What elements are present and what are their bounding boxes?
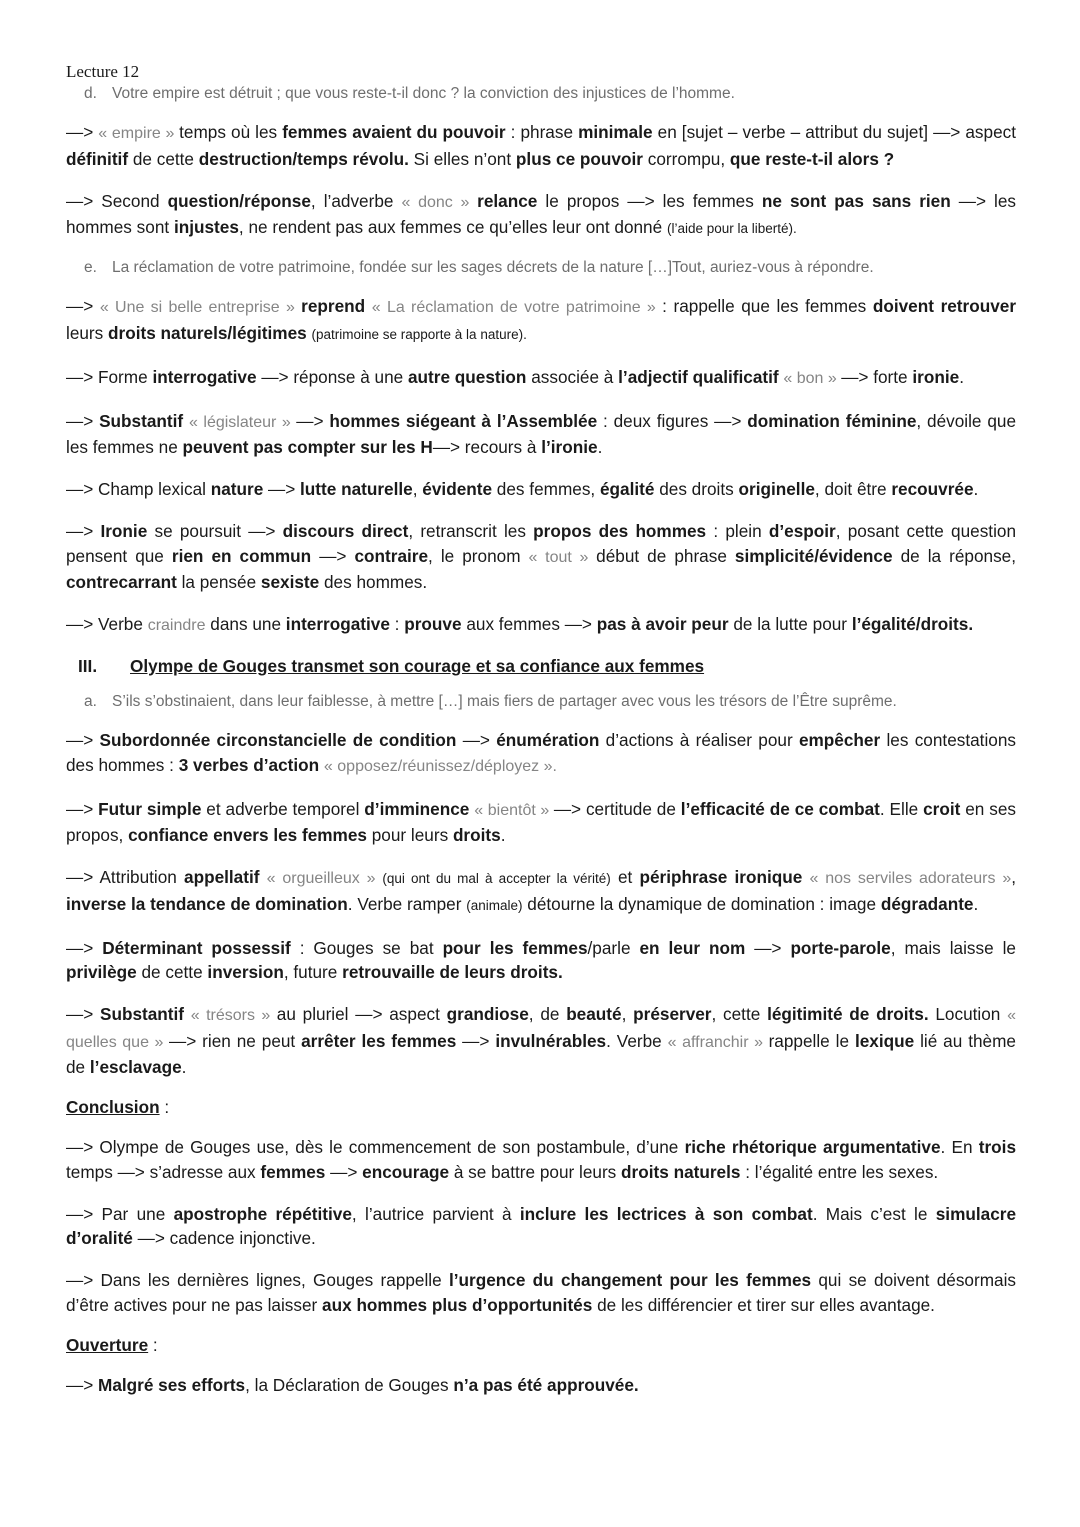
text-run: associée à (526, 366, 619, 387)
text-run: de cette (128, 148, 199, 169)
text-run: , posant cette question pensent que (66, 521, 1017, 566)
text-run: se poursuit —> (147, 521, 283, 541)
text-run: corrompu, (642, 148, 730, 169)
text-run: —> (66, 1374, 98, 1395)
text-run: , (412, 479, 423, 499)
text-run: aux femmes —> (461, 614, 597, 634)
bold-text: n’a pas été approuvée. (453, 1374, 639, 1395)
bold-text: droits naturels (621, 1161, 741, 1182)
ouverture-suffix: : (148, 1334, 158, 1355)
small-note: (qui ont du mal à accepter la vérité) (382, 871, 611, 886)
small-note: (patrimoine se rapporte à la nature). (311, 326, 527, 342)
bold-text: pas à avoir peur (596, 614, 729, 634)
text-run: . Mais c’est le (812, 1203, 936, 1224)
text-run: des femmes, (492, 479, 600, 499)
bold-text: invulnérables (495, 1030, 607, 1051)
text-run: —> (456, 1030, 496, 1051)
bold-text: question/réponse (167, 190, 311, 211)
bold-text: encourage (362, 1161, 450, 1182)
bold-text: Futur simple (98, 798, 202, 819)
bold-text: riche rhétorique argumentative (684, 1137, 941, 1157)
bold-text: dégradante (880, 893, 974, 914)
bold-text: l’urgence du changement pour les femmes (448, 1270, 812, 1290)
text-run: —> forte (841, 366, 913, 387)
paragraph (66, 1373, 1016, 1398)
text-run: , retranscrit les (408, 521, 534, 541)
text-run: —> certitude de (553, 798, 681, 819)
bold-text: apostrophe répétitive (173, 1203, 352, 1224)
bold-text: l’efficacité de ce combat (680, 798, 880, 819)
text-run: , doit être (814, 479, 892, 499)
text-run: et adverbe temporel (201, 798, 365, 819)
bold-text: sexiste (260, 572, 320, 592)
bold-text: définitif (66, 148, 129, 169)
bold-text: énumération (496, 730, 600, 750)
section-title: Olympe de Gouges transmet son courage et sa confiance aux femmes (130, 656, 705, 676)
text-run: —> (66, 798, 99, 819)
document-page (66, 62, 1016, 1415)
bold-text: contrecarrant (66, 572, 177, 592)
text-run: , mais laisse le (890, 937, 1016, 958)
text-run: —> (325, 1161, 363, 1182)
text-run: . (500, 825, 506, 845)
text-run: , (1011, 867, 1016, 887)
bold-text: originelle (738, 479, 815, 499)
text-run: —> cadence injonctive. (132, 1228, 316, 1248)
bold-text: 3 verbes d’action (178, 754, 320, 775)
text-run: , le pronom (428, 545, 529, 566)
text-run: de la réponse, (892, 545, 1017, 566)
bold-text: reprend (301, 296, 366, 316)
bold-text: femmes (260, 1161, 326, 1182)
paragraph (66, 1002, 1016, 1080)
bold-text: minimale (578, 122, 653, 142)
bold-text: grandiose (446, 1004, 529, 1024)
text-run: : plein (706, 521, 769, 541)
paragraph (66, 120, 1016, 171)
quoted-text: « trésors » (190, 1007, 277, 1024)
quoted-text: « empire » (98, 125, 180, 142)
paragraph (66, 519, 1016, 595)
paragraph (66, 189, 1016, 242)
text-run (365, 296, 372, 316)
bold-text: en leur nom (639, 937, 746, 958)
conclusion-heading (66, 1097, 1016, 1118)
text-run: d’actions à réaliser pour (599, 730, 799, 750)
bold-text: interrogative (152, 366, 257, 387)
text-run: —> (66, 1004, 100, 1024)
text-run: —> Verbe (66, 614, 148, 634)
bold-text: inversion (207, 962, 284, 982)
quoted-text: « tout » (528, 548, 597, 566)
text-run: —> (66, 122, 99, 142)
text-run: : l’égalité entre les sexes. (740, 1161, 939, 1182)
text-run: : Gouges se bat (290, 937, 443, 958)
quoted-text: « bon » (783, 369, 842, 387)
text-run: , la Déclaration de Gouges (245, 1374, 454, 1395)
quoted-text: craindre (147, 617, 206, 634)
bold-text: recouvrée (891, 479, 974, 499)
text-run: en ses propos, (66, 798, 1017, 845)
bold-text: l’esclavage (89, 1057, 182, 1077)
conclusion-suffix: : (159, 1097, 170, 1117)
section-heading (66, 656, 1016, 677)
text-run: —> (66, 730, 100, 750)
text-run: : deux figures —> (597, 410, 748, 431)
text-run: et (610, 867, 640, 887)
bold-text: d’espoir (768, 521, 836, 541)
bold-text: l’adjectif qualificatif (618, 366, 779, 387)
text-run: —> Olympe de Gouges use, dès le commencement de son postambule, d’une (66, 1137, 685, 1157)
text-run: —> Par une (66, 1203, 174, 1224)
text-run: des hommes. (319, 572, 428, 592)
bold-text: ironie (912, 366, 960, 387)
text-run: /parle (587, 937, 640, 958)
bold-text: Ironie (100, 521, 148, 541)
bold-text: discours direct (282, 521, 409, 541)
bold-text: lexique (854, 1030, 915, 1051)
text-run: —> Second (66, 190, 168, 211)
bold-text: relance (477, 190, 538, 211)
ouverture-heading (66, 1335, 1016, 1356)
bold-text: beauté (566, 1004, 622, 1024)
bold-text: périphrase ironique (639, 867, 803, 887)
text-run: —> recours à (432, 437, 542, 457)
bold-text: pour les femmes (442, 937, 588, 958)
quoted-text: « bientôt » (474, 801, 554, 819)
text-run: de les différencier et tirer sur elles avantage. (592, 1294, 935, 1315)
quoted-text: « nos serviles adorateurs » (809, 870, 1012, 887)
quoted-text: « donc » (401, 193, 478, 211)
text-run: . Verbe (606, 1030, 668, 1051)
text-run: , (621, 1004, 634, 1024)
bold-text: croit (923, 798, 961, 819)
text-run: rappelle le (768, 1030, 855, 1051)
bold-text: injustes (173, 217, 239, 237)
bold-text: simplicité/évidence (734, 545, 893, 566)
text-run: pour leurs (366, 825, 453, 845)
quoted-text: « La réclamation de votre patrimoine » (371, 299, 663, 316)
paragraph (66, 409, 1016, 460)
text-run: la pensée (176, 572, 261, 592)
bold-text: droits (452, 825, 501, 845)
quoted-text: « affranchir » (667, 1033, 769, 1051)
text-run: . (181, 1057, 187, 1077)
bold-text: interrogative (285, 614, 390, 634)
text-run: —> Champ lexical (66, 479, 211, 499)
bold-text: retrouvaille de leurs droits. (342, 962, 563, 982)
bold-text: préserver (633, 1004, 712, 1024)
text-run: détourne la dynamique de domination : image (522, 893, 881, 914)
bold-text: l’ironie (541, 437, 598, 457)
bold-text: lutte naturelle (300, 479, 413, 499)
text-run: dans une (205, 614, 286, 634)
text-run: . (973, 893, 979, 914)
bold-text: rien en commun (171, 545, 312, 566)
text-run: : rappelle que les femmes (662, 296, 873, 316)
quote-text: S’ils s’obstinaient, dans leur faiblesse, à mettre […] mais fiers de partager avec vous les trésors de l’Être suprême. (112, 693, 897, 710)
text-run: —> (263, 479, 301, 499)
bold-text: hommes siégeant à l’Assemblée (329, 410, 598, 431)
bold-text: d’imminence (364, 798, 470, 819)
text-run: . (973, 479, 979, 499)
text-run: , dévoile que les femmes ne (66, 410, 1017, 457)
bold-text: empêcher (798, 730, 881, 750)
bold-text: autre question (408, 366, 527, 387)
text-run: , l’adverbe (310, 190, 402, 211)
small-note: (animale) (466, 897, 523, 913)
text-run: les contestations des hommes : (66, 730, 1016, 775)
paragraph (66, 294, 1016, 347)
text-run: —> Attribution (66, 867, 185, 887)
quote-d (66, 85, 1016, 103)
bold-text: prouve (404, 614, 462, 634)
text-run: —> (66, 521, 101, 541)
bold-text: peuvent pas compter sur les H (182, 437, 433, 457)
bold-text: l’égalité/droits. (851, 614, 974, 634)
bold-text: Substantif (99, 1004, 185, 1024)
text-run: . Verbe ramper (347, 893, 467, 914)
text-run: —> (66, 296, 100, 316)
bold-text: destruction/temps révolu. (198, 148, 409, 169)
bold-text: Substantif (99, 410, 184, 431)
text-run (184, 1004, 191, 1024)
bold-text: contraire (354, 545, 429, 566)
bold-text: nature (210, 479, 264, 499)
text-run: de la lutte pour (728, 614, 852, 634)
text-run: à se battre pour leurs (449, 1161, 622, 1182)
bold-text: plus ce pouvoir (515, 148, 643, 169)
quote-text: Votre empire est détruit ; que vous reste-t-il donc ? la conviction des injustices de l’homme. (112, 85, 735, 102)
paragraph (66, 1268, 1016, 1317)
text-run: , future (283, 962, 343, 982)
quote-text: La réclamation de votre patrimoine, fondée sur les sages décrets de la nature […]Tout, auriez-vous à répondre. (112, 259, 874, 276)
text-run: en [sujet – verbe – attribut du sujet] —> aspect (652, 122, 1017, 142)
text-run: temps où les (179, 122, 283, 142)
text-run: Locution (928, 1004, 1008, 1024)
text-run: . (959, 366, 964, 387)
bold-text: doivent retrouver (872, 296, 1017, 316)
bold-text: aux hommes plus d’opportunités (322, 1294, 593, 1315)
bold-text: ne sont pas sans rien (761, 190, 951, 211)
bold-text: que reste-t-il alors ? (729, 148, 895, 169)
bold-text: Subordonnée circonstancielle de condition (99, 730, 457, 750)
bold-text: droits naturels/légitimes (108, 322, 307, 343)
bold-text: égalité (599, 479, 655, 499)
small-note: (l’aide pour la liberté). (666, 221, 797, 236)
bold-text: Malgré ses efforts (98, 1374, 246, 1395)
quoted-text: « orgueilleux » (266, 870, 383, 887)
bold-text: évidente (422, 479, 493, 499)
bold-text: simulacre d’oralité (66, 1203, 1017, 1248)
bold-text: légitimité de droits. (767, 1004, 929, 1024)
quoted-text: « quelles que » (66, 1007, 1017, 1051)
text-run: . En (940, 1137, 979, 1157)
text-run: . Elle (879, 798, 924, 819)
bold-text: porte-parole (790, 937, 891, 958)
text-run: : phrase (505, 122, 579, 142)
text-run (259, 867, 266, 887)
bold-text: domination féminine (747, 410, 917, 431)
text-run: , de (528, 1004, 567, 1024)
paragraph (66, 797, 1016, 848)
text-run: . (597, 437, 603, 457)
text-run: leurs (66, 322, 109, 343)
page-header: Lecture 12 (66, 62, 140, 81)
text-run: début de phrase (596, 545, 735, 566)
text-run: : (389, 614, 405, 634)
quote-label: a. (84, 693, 97, 710)
text-run: —> (66, 410, 100, 431)
bold-text: Déterminant possessif (102, 937, 291, 958)
text-run: —> réponse à une (256, 366, 408, 387)
bold-text: privilège (66, 962, 137, 982)
bold-text: femmes avaient du pouvoir (282, 122, 506, 142)
quoted-text: « opposez/réunissez/déployez ». (323, 757, 557, 775)
text-run: —> Dans les dernières lignes, Gouges rappelle (66, 1270, 449, 1290)
text-run: lié au thème de (66, 1030, 1016, 1077)
text-run: Si elles n’ont (408, 148, 516, 169)
text-run: —> rien ne peut (169, 1030, 302, 1051)
text-run: —> (66, 937, 103, 958)
text-run: des droits (654, 479, 739, 499)
paragraph (66, 477, 1016, 502)
text-run: qui se doivent désormais d’être actives pour ne pas laisser (66, 1270, 1016, 1315)
text-run: —> (296, 410, 330, 431)
paragraph (66, 612, 1016, 639)
paragraph (66, 865, 1016, 918)
quote-label: d. (84, 85, 97, 102)
section-number: III. (78, 656, 98, 676)
bold-text: arrêter les femmes (301, 1030, 457, 1051)
bold-text: propos des hommes (533, 521, 707, 541)
bold-text: inverse la tendance de domination (66, 893, 348, 914)
paragraph (66, 365, 1016, 392)
text-run: de cette (136, 962, 208, 982)
quote-a (66, 693, 1016, 711)
text-run: —> (456, 730, 497, 750)
paragraph (66, 1135, 1016, 1184)
bold-text: trois (978, 1137, 1017, 1157)
text-run: —> (745, 937, 791, 958)
quote-label: e. (84, 259, 97, 276)
text-run: temps —> s’adresse aux (66, 1161, 261, 1182)
text-run (802, 867, 809, 887)
quoted-text: « Une si belle entreprise » (99, 299, 302, 316)
text-run: , ne rendent pas aux femmes ce qu’elles leur ont donné (238, 217, 667, 237)
paragraph (66, 1202, 1016, 1251)
quoted-text: « législateur » (188, 413, 297, 431)
text-run: —> Forme (66, 366, 153, 387)
text-run: , cette (711, 1004, 768, 1024)
conclusion-label: Conclusion (66, 1097, 160, 1117)
text-run: au pluriel —> aspect (276, 1004, 447, 1024)
text-run: —> (311, 545, 355, 566)
bold-text: appellatif (184, 867, 260, 887)
paragraph (66, 728, 1016, 779)
text-run: —> les hommes sont (66, 190, 1017, 237)
quote-e (66, 259, 1016, 277)
paragraph (66, 936, 1016, 985)
bold-text: inclure les lectrices à son combat (519, 1203, 813, 1224)
bold-text: confiance envers les femmes (128, 825, 367, 845)
text-run: le propos —> les femmes (537, 190, 762, 211)
text-run: , l’autrice parvient à (351, 1203, 520, 1224)
ouverture-label: Ouverture (66, 1334, 149, 1355)
